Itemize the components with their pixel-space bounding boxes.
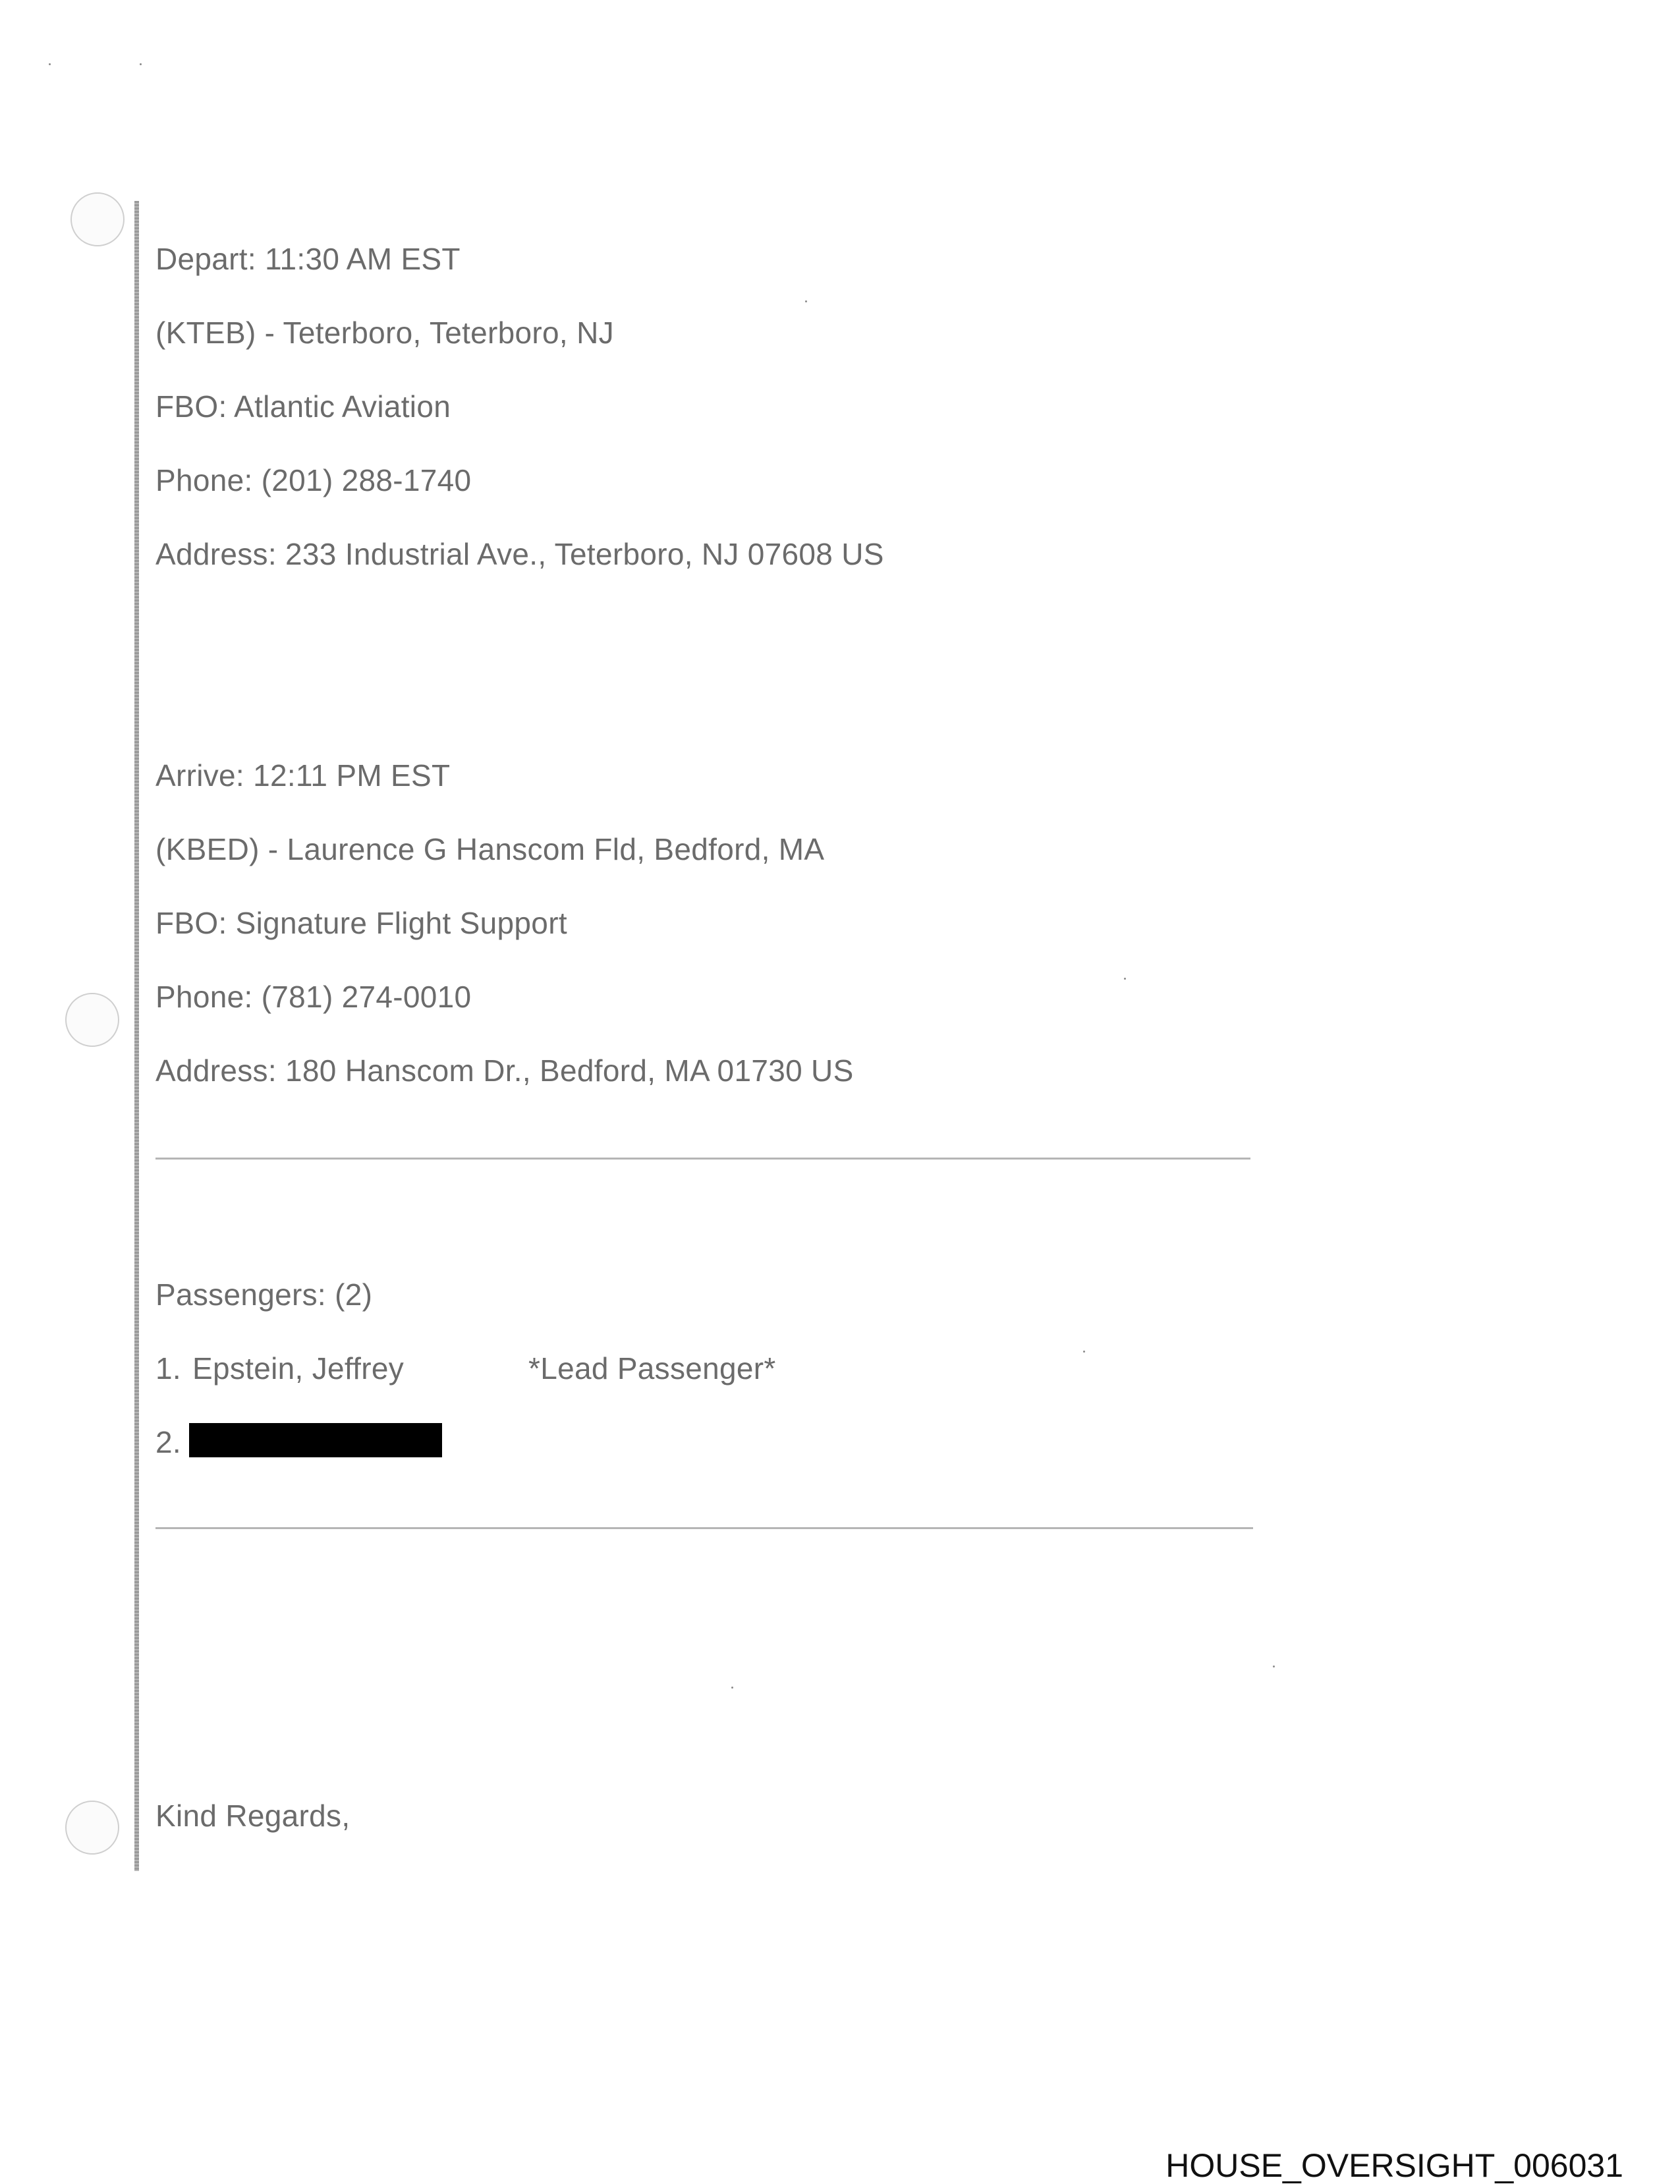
scan-speck	[49, 63, 51, 65]
depart-phone: Phone: (201) 288-1740	[155, 463, 472, 497]
scan-speck	[805, 300, 807, 302]
passenger-1-name: Epstein, Jeffrey	[192, 1351, 405, 1386]
passengers-heading: Passengers: (2)	[155, 1277, 373, 1312]
depart-fbo: FBO: Atlantic Aviation	[155, 389, 451, 424]
lead-passenger-tag: *Lead Passenger*	[528, 1351, 776, 1386]
arrive-fbo: FBO: Signature Flight Support	[155, 906, 567, 940]
passenger-1-number: 1.	[155, 1351, 181, 1386]
scan-speck	[731, 1687, 733, 1689]
depart-time: Depart: 11:30 AM EST	[155, 242, 461, 276]
arrive-time: Arrive: 12:11 PM EST	[155, 758, 451, 793]
scan-speck	[1124, 978, 1126, 980]
scan-speck	[140, 63, 142, 65]
arrive-phone: Phone: (781) 274-0010	[155, 980, 472, 1014]
punch-hole-top	[70, 192, 125, 246]
arrive-airport: (KBED) - Laurence G Hanscom Fld, Bedford, MA	[155, 832, 825, 866]
scan-speck	[1083, 1351, 1085, 1353]
depart-airport: (KTEB) - Teterboro, Teterboro, NJ	[155, 316, 614, 350]
margin-bar	[134, 201, 139, 1871]
arrive-address: Address: 180 Hanscom Dr., Bedford, MA 01730 US	[155, 1053, 854, 1088]
closing-text: Kind Regards,	[155, 1799, 350, 1833]
redaction-bar	[189, 1423, 442, 1457]
punch-hole-bottom	[65, 1801, 119, 1855]
depart-address: Address: 233 Industrial Ave., Teterboro, NJ 07608 US	[155, 537, 884, 571]
divider-rule	[155, 1158, 1250, 1160]
divider-rule	[155, 1527, 1253, 1529]
punch-hole-middle	[65, 993, 119, 1047]
bates-number: HOUSE_OVERSIGHT_006031	[1165, 2147, 1623, 2184]
passenger-2-number: 2.	[155, 1425, 181, 1459]
scan-speck	[1273, 1666, 1275, 1667]
